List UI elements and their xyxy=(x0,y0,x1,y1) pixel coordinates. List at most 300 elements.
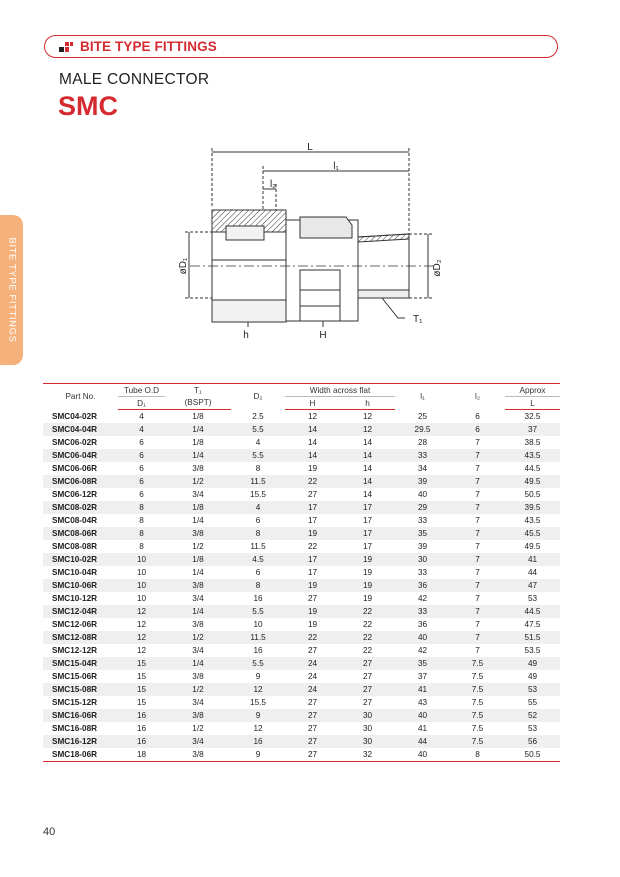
cell-part-no: SMC12-04R xyxy=(43,605,118,618)
cell-d2: 6 xyxy=(255,516,261,525)
cell-d2: 8 xyxy=(255,464,261,473)
dim-label-H: H xyxy=(319,330,327,341)
cell-length: 49 xyxy=(505,657,560,670)
cell-d2: 6 xyxy=(255,568,261,577)
technical-drawing xyxy=(160,140,460,345)
cell-h-small: 22 xyxy=(340,631,395,644)
cell-thread: 1/2 xyxy=(192,542,204,551)
cell-thread: 3/8 xyxy=(192,464,204,473)
cell-h-small: 22 xyxy=(362,646,373,655)
cell-l2: 7.5 xyxy=(471,698,484,707)
cell-l2: 7 xyxy=(475,438,480,447)
cell-tube-od: 8 xyxy=(139,516,144,525)
cell-thread: 3/4 xyxy=(192,594,204,603)
cell-l2: 7 xyxy=(475,594,480,603)
table-row xyxy=(43,592,560,605)
table-row xyxy=(43,527,560,540)
header-t1: T₁ xyxy=(165,384,231,397)
cell-l1: 33 xyxy=(395,605,450,618)
cell-thread: 3/4 xyxy=(192,698,204,707)
cell-part-no: SMC06-02R xyxy=(52,438,98,447)
cell-tube-od: 15 xyxy=(118,657,165,670)
cell-tube-od: 18 xyxy=(118,748,165,762)
cell-part-no: SMC10-04R xyxy=(52,568,98,577)
cell-h-flat: 27 xyxy=(285,709,340,722)
cell-length: 47.5 xyxy=(524,620,541,629)
cell-l2: 7 xyxy=(450,501,505,514)
cell-h-small: 14 xyxy=(362,438,373,447)
header-L: L xyxy=(505,397,560,410)
cell-d2: 4 xyxy=(255,438,261,447)
cell-l2: 7 xyxy=(450,527,505,540)
table-row xyxy=(43,514,560,527)
cell-part-no: SMC08-08R xyxy=(52,542,98,551)
cell-l1: 36 xyxy=(395,579,450,592)
cell-d2: 16 xyxy=(231,735,285,748)
cell-l1: 33 xyxy=(395,449,450,462)
cell-l1: 40 xyxy=(417,490,428,499)
cell-d2: 16 xyxy=(253,646,263,655)
cell-length: 53 xyxy=(527,724,538,733)
cell-thread: 1/8 xyxy=(192,438,204,447)
cell-d2: 5.5 xyxy=(231,449,285,462)
cell-l2: 7 xyxy=(475,490,480,499)
cell-l2: 7.5 xyxy=(450,709,505,722)
cell-thread: 1/4 xyxy=(192,568,204,577)
table-row xyxy=(43,475,560,488)
cell-l1: 28 xyxy=(417,438,428,447)
side-tab[interactable] xyxy=(0,215,23,365)
cell-l1: 42 xyxy=(417,646,428,655)
cell-length: 47 xyxy=(505,579,560,592)
cell-l1: 35 xyxy=(395,527,450,540)
cell-d2: 12 xyxy=(231,683,285,696)
cell-h-flat: 12 xyxy=(307,412,318,421)
cell-length: 41 xyxy=(505,553,560,566)
cell-part-no: SMC18-06R xyxy=(43,748,118,762)
cell-thread: 1/4 xyxy=(165,605,231,618)
table-row xyxy=(43,670,560,683)
dim-label-l1: l₁ xyxy=(333,161,339,172)
cell-h-flat: 17 xyxy=(285,553,340,566)
cell-l2: 7 xyxy=(450,449,505,462)
cell-length: 43.5 xyxy=(524,516,541,525)
cell-l1: 29 xyxy=(395,501,450,514)
cell-part-no: SMC06-12R xyxy=(52,490,98,499)
cell-d2: 15.5 xyxy=(250,698,266,707)
table-row xyxy=(43,683,560,696)
cell-thread: 1/4 xyxy=(165,449,231,462)
cell-part-no: SMC15-08R xyxy=(43,683,118,696)
cell-h-small: 17 xyxy=(340,527,395,540)
cell-length: 45.5 xyxy=(505,527,560,540)
cell-l1: 44 xyxy=(395,735,450,748)
cell-h-small: 14 xyxy=(362,464,373,473)
cell-length: 53.5 xyxy=(524,646,541,655)
header-width-across-flat: Width across flat xyxy=(285,384,395,397)
cell-h-small: 22 xyxy=(362,620,373,629)
cell-h-flat: 17 xyxy=(285,501,340,514)
cell-l1: 30 xyxy=(395,553,450,566)
page-number: 40 xyxy=(43,826,56,838)
dim-label-d1: øD₁ xyxy=(178,257,189,275)
cell-h-flat: 19 xyxy=(285,579,340,592)
cell-l2: 7 xyxy=(450,553,505,566)
cell-d2: 5.5 xyxy=(231,423,285,436)
cell-d2: 16 xyxy=(253,594,263,603)
header-h: h xyxy=(340,397,395,410)
cell-length: 55 xyxy=(527,698,538,707)
cell-d2: 15.5 xyxy=(250,490,266,499)
cell-h-flat: 14 xyxy=(307,438,318,447)
cell-l1: 34 xyxy=(417,464,428,473)
side-tab-label: BITE TYPE FITTINGS xyxy=(6,237,17,343)
dim-label-t1: T₁ xyxy=(413,314,423,325)
cell-tube-od: 6 xyxy=(139,464,144,473)
cell-thread: 1/8 xyxy=(192,412,204,421)
cell-part-no: SMC10-12R xyxy=(52,594,98,603)
cell-thread: 1/4 xyxy=(165,423,231,436)
table-row xyxy=(43,722,560,735)
cell-h-flat: 19 xyxy=(307,620,318,629)
cell-d2: 8 xyxy=(231,527,285,540)
cell-tube-od: 8 xyxy=(118,501,165,514)
header-d2: D₂ xyxy=(231,384,285,410)
cell-d2: 10 xyxy=(253,620,263,629)
cell-length: 56 xyxy=(505,735,560,748)
cell-length: 44.5 xyxy=(505,605,560,618)
cell-d2: 5.5 xyxy=(231,605,285,618)
header-l1: l₁ xyxy=(395,384,450,410)
cell-h-small: 14 xyxy=(340,449,395,462)
cell-length: 49.5 xyxy=(524,542,541,551)
cell-length: 49.5 xyxy=(505,475,560,488)
cell-h-small: 14 xyxy=(362,490,373,499)
cell-tube-od: 10 xyxy=(118,579,165,592)
cell-h-flat: 27 xyxy=(307,698,318,707)
cell-h-small: 30 xyxy=(340,709,395,722)
cell-h-small: 30 xyxy=(340,735,395,748)
header-d1: D₁ xyxy=(118,397,165,410)
cell-length: 52 xyxy=(505,709,560,722)
table-row xyxy=(43,501,560,514)
cell-tube-od: 15 xyxy=(136,672,147,681)
cell-h-flat: 17 xyxy=(307,568,318,577)
cell-h-flat: 27 xyxy=(307,646,318,655)
table-row xyxy=(43,553,560,566)
cell-part-no: SMC08-06R xyxy=(43,527,118,540)
cell-l2: 7.5 xyxy=(471,724,484,733)
cell-thread: 1/2 xyxy=(192,724,204,733)
cell-l1: 33 xyxy=(417,568,428,577)
table-row xyxy=(43,462,560,475)
cell-length: 44.5 xyxy=(524,464,541,473)
cell-d2: 5.5 xyxy=(231,657,285,670)
cell-part-no: SMC16-08R xyxy=(52,724,98,733)
table-row xyxy=(43,709,560,722)
cell-h-small: 27 xyxy=(362,698,373,707)
cell-h-flat: 24 xyxy=(285,683,340,696)
cell-l1: 29.5 xyxy=(395,423,450,436)
header-approx: Approx xyxy=(505,384,560,397)
cell-thread: 3/8 xyxy=(192,620,204,629)
cell-d2: 11.5 xyxy=(250,542,266,551)
cell-h-flat: 19 xyxy=(285,605,340,618)
cell-tube-od: 10 xyxy=(136,568,147,577)
cell-thread: 3/8 xyxy=(165,527,231,540)
cell-tube-od: 8 xyxy=(118,527,165,540)
table-row xyxy=(43,696,560,709)
cell-h-flat: 22 xyxy=(285,631,340,644)
cell-l2: 7 xyxy=(450,631,505,644)
cell-part-no: SMC06-06R xyxy=(52,464,98,473)
cell-h-small: 19 xyxy=(340,579,395,592)
cell-tube-od: 16 xyxy=(118,735,165,748)
cell-l2: 7 xyxy=(450,579,505,592)
table-row xyxy=(43,579,560,592)
cell-h-flat: 27 xyxy=(285,748,340,762)
cell-part-no: SMC12-12R xyxy=(52,646,98,655)
cell-length: 51.5 xyxy=(505,631,560,644)
section-banner xyxy=(44,35,558,58)
cell-l1: 40 xyxy=(395,748,450,762)
table-row xyxy=(43,423,560,436)
dim-label-L: L xyxy=(307,142,313,153)
cell-part-no: SMC16-06R xyxy=(43,709,118,722)
cell-part-no: SMC10-02R xyxy=(43,553,118,566)
dim-label-d2: øD₂ xyxy=(432,259,443,277)
cell-length: 43.5 xyxy=(505,449,560,462)
cell-l1: 39 xyxy=(395,475,450,488)
cell-l2: 6 xyxy=(450,423,505,436)
table-row xyxy=(43,566,560,579)
cell-length: 50.5 xyxy=(505,748,560,762)
table-row xyxy=(43,631,560,644)
table-row xyxy=(43,449,560,462)
cell-tube-od: 10 xyxy=(118,553,165,566)
cell-d2: 4.5 xyxy=(231,553,285,566)
cell-length: 49 xyxy=(527,672,538,681)
cell-l1: 25 xyxy=(417,411,428,421)
cell-l1: 35 xyxy=(395,657,450,670)
cell-h-flat: 19 xyxy=(285,527,340,540)
cell-h-small: 12 xyxy=(362,412,373,421)
cell-l2: 7 xyxy=(475,620,480,629)
cell-part-no: SMC10-06R xyxy=(43,579,118,592)
cell-l1: 40 xyxy=(395,709,450,722)
cell-length: 37 xyxy=(505,423,560,436)
cell-h-flat: 24 xyxy=(307,672,318,681)
table-row xyxy=(43,618,560,631)
cell-h-small: 19 xyxy=(340,553,395,566)
dimensions-table xyxy=(43,383,560,762)
table-row xyxy=(43,605,560,618)
table-row xyxy=(43,540,560,553)
cell-h-flat: 14 xyxy=(285,423,340,436)
cell-l2: 8 xyxy=(450,748,505,762)
cell-d2: 11.5 xyxy=(231,631,285,644)
cell-tube-od: 6 xyxy=(118,449,165,462)
cell-h-flat: 27 xyxy=(285,735,340,748)
cell-l1: 41 xyxy=(395,683,450,696)
cell-h-small: 27 xyxy=(362,672,373,681)
cell-l1: 40 xyxy=(395,631,450,644)
cell-h-flat: 27 xyxy=(307,724,318,733)
cell-l2: 6 xyxy=(475,411,480,421)
dim-label-l2: l₂ xyxy=(269,179,277,190)
table-row xyxy=(43,644,560,657)
cell-l1: 41 xyxy=(417,724,428,733)
header-H: H xyxy=(285,397,340,410)
cell-length: 32.5 xyxy=(524,412,541,421)
cell-h-flat: 22 xyxy=(285,475,340,488)
cell-l1: 37 xyxy=(417,672,428,681)
cell-part-no: SMC12-06R xyxy=(52,620,98,629)
cell-part-no: SMC08-04R xyxy=(52,516,98,525)
cell-h-flat: 24 xyxy=(285,657,340,670)
cell-length: 44 xyxy=(527,568,538,577)
cell-h-flat: 19 xyxy=(307,464,318,473)
cell-l2: 7.5 xyxy=(450,735,505,748)
cell-l2: 7 xyxy=(475,516,480,525)
cell-tube-od: 12 xyxy=(118,605,165,618)
cell-thread: 1/4 xyxy=(165,657,231,670)
cell-part-no: SMC04-04R xyxy=(43,423,118,436)
cell-part-no: SMC04-02R xyxy=(52,411,98,421)
cell-tube-od: 10 xyxy=(136,594,147,603)
cell-l2: 7 xyxy=(450,605,505,618)
cell-tube-od: 16 xyxy=(136,724,147,733)
cell-part-no: SMC06-08R xyxy=(43,475,118,488)
cell-tube-od: 16 xyxy=(118,709,165,722)
cell-length: 53 xyxy=(505,683,560,696)
cell-part-no: SMC16-12R xyxy=(43,735,118,748)
cell-h-small: 32 xyxy=(340,748,395,762)
cell-l1: 33 xyxy=(417,516,428,525)
cell-length: 50.5 xyxy=(524,490,541,499)
table-row xyxy=(43,657,560,670)
cell-thread: 3/8 xyxy=(192,672,204,681)
cell-h-small: 19 xyxy=(362,568,373,577)
cell-length: 39.5 xyxy=(505,501,560,514)
cell-d2: 2.5 xyxy=(252,411,264,421)
table-row xyxy=(43,436,560,449)
cell-h-small: 17 xyxy=(362,542,373,551)
header-tube-od: Tube O.D xyxy=(118,384,165,397)
cell-l1: 43 xyxy=(417,698,428,707)
cell-thread: 1/2 xyxy=(165,683,231,696)
cell-length: 38.5 xyxy=(524,438,541,447)
cell-tube-od: 6 xyxy=(139,438,144,447)
cell-l1: 36 xyxy=(417,620,428,629)
table-row xyxy=(43,748,560,762)
cell-tube-od: 6 xyxy=(139,490,144,499)
cell-l1: 42 xyxy=(417,594,428,603)
cell-part-no: SMC06-04R xyxy=(43,449,118,462)
cell-h-small: 14 xyxy=(340,475,395,488)
cell-h-small: 22 xyxy=(340,605,395,618)
table-row xyxy=(43,735,560,748)
header-l2: l₂ xyxy=(450,384,505,410)
cell-h-small: 27 xyxy=(340,657,395,670)
cell-d2: 8 xyxy=(231,579,285,592)
cell-l2: 7 xyxy=(475,464,480,473)
cell-part-no: SMC12-08R xyxy=(43,631,118,644)
cell-tube-od: 4 xyxy=(118,423,165,436)
cell-thread: 1/4 xyxy=(192,516,204,525)
cell-l1: 39 xyxy=(417,542,428,551)
cell-tube-od: 15 xyxy=(136,698,147,707)
table-row xyxy=(43,488,560,501)
cell-d2: 4 xyxy=(231,501,285,514)
cell-thread: 3/8 xyxy=(165,579,231,592)
cell-h-small: 19 xyxy=(362,594,373,603)
cell-l2: 7.5 xyxy=(450,683,505,696)
cell-h-flat: 27 xyxy=(307,490,318,499)
cell-l2: 7 xyxy=(475,646,480,655)
cell-h-small: 17 xyxy=(340,501,395,514)
cell-h-small: 17 xyxy=(362,516,373,525)
cell-h-flat: 17 xyxy=(307,516,318,525)
cell-tube-od: 12 xyxy=(136,620,147,629)
cell-thread: 3/4 xyxy=(192,646,204,655)
cell-thread: 1/2 xyxy=(165,475,231,488)
cell-tube-od: 8 xyxy=(139,542,144,551)
cell-tube-od: 6 xyxy=(118,475,165,488)
cell-d2: 11.5 xyxy=(231,475,285,488)
table-row xyxy=(43,410,560,424)
cell-l2: 7 xyxy=(475,542,480,551)
cell-tube-od: 15 xyxy=(118,683,165,696)
cell-thread: 1/8 xyxy=(165,501,231,514)
cell-d2: 9 xyxy=(255,672,261,681)
cell-tube-od: 12 xyxy=(118,631,165,644)
cell-h-flat: 27 xyxy=(307,594,318,603)
header-bspt: (BSPT) xyxy=(165,397,231,410)
cell-part-no: SMC15-06R xyxy=(52,672,98,681)
cell-thread: 1/2 xyxy=(165,631,231,644)
cell-part-no: SMC08-02R xyxy=(43,501,118,514)
cell-h-small: 30 xyxy=(362,724,373,733)
cell-l2: 7 xyxy=(450,475,505,488)
cell-part-no: SMC15-04R xyxy=(43,657,118,670)
cell-h-flat: 22 xyxy=(307,542,318,551)
header-part-no: Part No. xyxy=(43,384,118,410)
cell-part-no: SMC15-12R xyxy=(52,698,98,707)
cell-tube-od: 4 xyxy=(139,412,144,421)
cell-h-small: 12 xyxy=(340,423,395,436)
cell-h-small: 27 xyxy=(340,683,395,696)
square-blocks-icon xyxy=(59,42,73,52)
cell-l2: 7.5 xyxy=(450,657,505,670)
cell-h-flat: 14 xyxy=(285,449,340,462)
cell-thread: 3/8 xyxy=(165,748,231,762)
cell-d2: 9 xyxy=(231,709,285,722)
dim-label-h: h xyxy=(243,330,249,341)
product-name: MALE CONNECTOR xyxy=(59,71,210,88)
cell-length: 53 xyxy=(527,594,538,603)
cell-tube-od: 12 xyxy=(136,646,147,655)
cell-thread: 3/4 xyxy=(192,490,204,499)
cell-d2: 9 xyxy=(231,748,285,762)
cell-d2: 12 xyxy=(253,724,263,733)
cell-thread: 3/8 xyxy=(165,709,231,722)
cell-thread: 3/4 xyxy=(165,735,231,748)
product-code: SMC xyxy=(58,91,118,121)
section-title: BITE TYPE FITTINGS xyxy=(80,39,217,54)
cell-thread: 1/8 xyxy=(165,553,231,566)
cell-l2: 7.5 xyxy=(471,672,484,681)
